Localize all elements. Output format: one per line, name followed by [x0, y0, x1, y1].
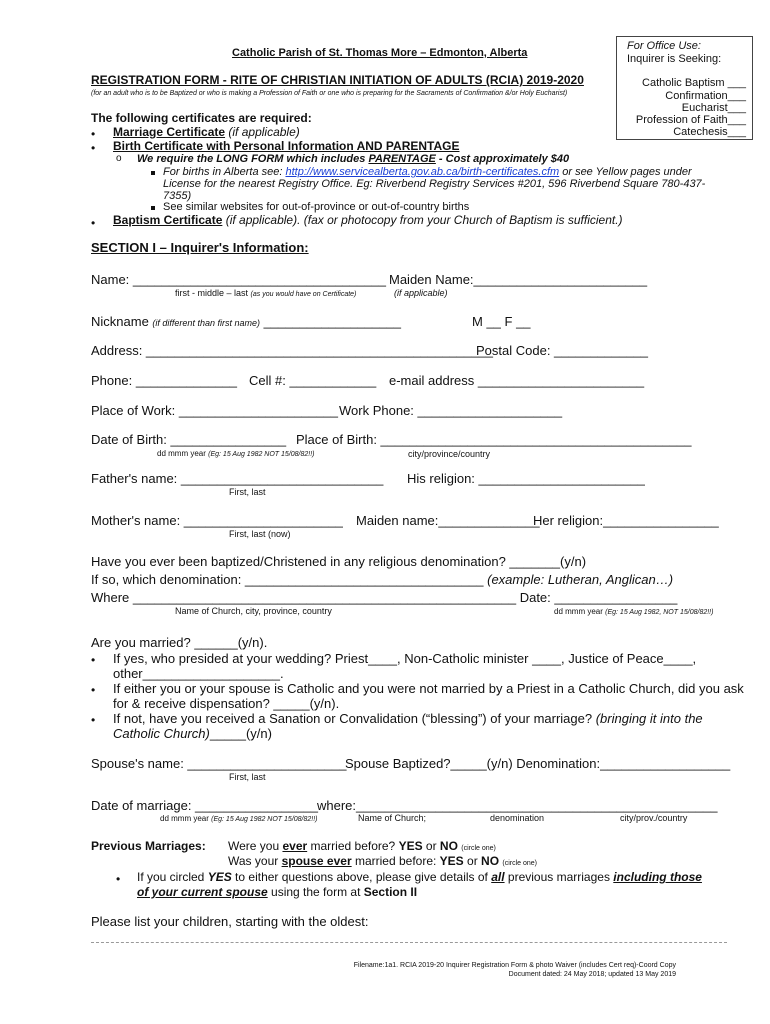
dob-hint: dd mmm year (Eg: 15 Aug 1982 NOT 15/08/82!!) — [157, 449, 315, 458]
footer-date: Document dated: 24 May 2018; updated 13 May 2019 — [508, 971, 676, 978]
place-of-work-field[interactable]: Place of Work: ______________________ — [91, 403, 338, 418]
cell-field[interactable]: Cell #: ____________ — [249, 373, 377, 388]
maiden-hint: (if applicable) — [394, 288, 448, 298]
bullet-icon: • — [91, 683, 96, 697]
long-form-note: We require the LONG FORM which includes PARENTAGE - Cost approximately $40 — [137, 153, 570, 165]
date-hint: dd mmm year (Eg: 15 Aug 1982, NOT 15/08/82!!) — [554, 607, 714, 616]
office-item-eucharist: Eucharist___ — [681, 102, 746, 114]
name-field[interactable]: Name: ___________________________________ — [91, 272, 386, 287]
city-hint: city/prov./country — [620, 813, 688, 823]
office-subtitle: Inquirer is Seeking: — [627, 53, 722, 65]
where-field[interactable]: Where _____________________________________________________ Date: _________________ — [91, 590, 678, 605]
bullet-icon: • — [116, 872, 121, 886]
ever-married-question[interactable]: Were you ever married before? YES or NO (circle one) — [228, 839, 496, 853]
births-line3: 7355) — [163, 190, 192, 202]
marriage-cert: Marriage Certificate (if applicable) — [113, 125, 300, 139]
form-title: REGISTRATION FORM - RITE OF CHRISTIAN INITIATION OF ADULTS (RCIA) 2019-2020 — [91, 73, 584, 87]
births-line2: License for the nearest Registry Office. Eg: Riverbend Registry Services #201, 596 Riverbend Square 780-437- — [163, 178, 706, 190]
work-phone-field[interactable]: Work Phone: ____________________ — [339, 403, 563, 418]
spouse-name-field[interactable]: Spouse's name: ______________________ — [91, 756, 347, 771]
name-hint: first - middle – last (as you would have on Certificate) — [175, 288, 357, 298]
maiden-name-field[interactable]: Maiden Name:________________________ — [389, 272, 648, 287]
gender-field[interactable]: M __ F __ — [472, 314, 531, 329]
circle-bullet-icon: o — [116, 153, 122, 164]
denomination-hint: denomination — [490, 813, 545, 823]
spouse-baptized-field[interactable]: Spouse Baptized?_____(y/n) Denomination:__________________ — [345, 756, 731, 771]
birth-cert: Birth Certificate with Personal Information AND PARENTAGE — [113, 139, 460, 153]
dispensation-answer[interactable]: for & receive dispensation? _____(y/n). — [113, 696, 340, 711]
bullet-icon: • — [91, 216, 96, 230]
marriage-where-field[interactable]: where:__________________________________________________ — [317, 798, 718, 813]
baptism-cert: Baptism Certificate (if applicable). (fax or photocopy from your Church of Baptism is sufficient.) — [113, 213, 623, 227]
father-hint: First, last — [229, 487, 266, 497]
previous-details-note: If you circled YES to either questions above, please give details of all previous marriages including those — [137, 870, 702, 884]
email-field[interactable]: e-mail address _______________________ — [389, 373, 645, 388]
form-subtitle: (for an adult who is to be Baptized or who is making a Profession of Faith or one who is preparing for the Sacraments of Confirmation &/or Holy Eucharist) — [91, 90, 568, 97]
father-name-field[interactable]: Father's name: ____________________________ — [91, 471, 384, 486]
square-bullet-icon — [151, 171, 155, 175]
parish-name: Catholic Parish of St. Thomas More – Edmonton, Alberta — [232, 47, 528, 59]
dispensation-question[interactable]: If either you or your spouse is Catholic and you were not married by a Priest in a Catholic Church, did you ask — [113, 681, 744, 696]
married-question[interactable]: Are you married? ______(y/n). — [91, 635, 268, 650]
certificates-heading: The following certificates are required: — [91, 111, 312, 125]
section-1-heading: SECTION I – Inquirer's Information: — [91, 240, 309, 255]
denomination-field[interactable]: If so, which denomination: _________________________________ (example: Lutheran, Anglican…) — [91, 572, 674, 587]
footer-filename: Filename:1a1. RCIA 2019-20 Inquirer Registration Form & photo Waiver (includes Cert req)-Coord Copy — [353, 962, 676, 969]
office-item-profession: Profession of Faith___ — [635, 114, 746, 126]
children-input-line[interactable] — [91, 942, 727, 943]
marriage-date-field[interactable]: Date of marriage: _________________ — [91, 798, 318, 813]
bullet-icon: • — [91, 141, 96, 155]
presided-question[interactable]: If yes, who presided at your wedding? Priest____, Non-Catholic minister ____, Justice of Peace____, — [113, 651, 697, 666]
sanation-question[interactable]: If not, have you received a Sanation or Convalidation (“blessing”) of your marriage? (bringing it into the — [113, 711, 703, 726]
nickname-field[interactable]: Nickname (if different than first name) ___________________ — [91, 314, 401, 329]
spouse-married-question[interactable]: Was your spouse ever married before: YES or NO (circle one) — [228, 854, 537, 868]
service-alberta-link[interactable]: http://www.servicealberta.gov.ab.ca/birth-certificates.cfm — [285, 166, 560, 178]
mother-name-field[interactable]: Mother's name: ______________________ — [91, 513, 343, 528]
office-item-catechesis: Catechesis___ — [673, 126, 746, 138]
his-religion-field[interactable]: His religion: _______________________ — [407, 471, 645, 486]
where-hint: Name of Church, city, province, country — [175, 606, 332, 616]
marriage-date-hint: dd mmm year (Eg: 15 Aug 1982 NOT 15/08/82!!) — [160, 814, 318, 823]
pob-field[interactable]: Place of Birth: ___________________________________________ — [296, 432, 692, 447]
presided-other[interactable]: other___________________. — [113, 666, 284, 681]
mother-hint: First, last (now) — [229, 529, 291, 539]
square-bullet-icon — [151, 206, 155, 210]
her-religion-field[interactable]: Her religion:________________ — [533, 513, 719, 528]
address-field[interactable]: Address: ________________________________________________ — [91, 343, 493, 358]
previous-details-note-2: of your current spouse using the form at Section II — [137, 885, 418, 899]
bullet-icon: • — [91, 713, 96, 727]
children-label: Please list your children, starting with the oldest: — [91, 914, 369, 929]
births-alberta: For births in Alberta see: http://www.servicealberta.gov.ab.ca/birth-certificates.cfm or see Yellow pages under — [163, 166, 692, 178]
sanation-answer[interactable]: Catholic Church)_____(y/n) — [113, 726, 272, 741]
postal-code-field[interactable]: Postal Code: _____________ — [476, 343, 649, 358]
previous-marriages-label: Previous Marriages: — [91, 839, 206, 853]
mother-maiden-field[interactable]: Maiden name:______________ — [356, 513, 540, 528]
office-item-confirmation: Confirmation___ — [665, 90, 746, 102]
phone-field[interactable]: Phone: ______________ — [91, 373, 238, 388]
bullet-icon: • — [91, 653, 96, 667]
office-title: For Office Use: — [627, 40, 701, 52]
similar-websites: See similar websites for out-of-province or out-of-country births — [163, 201, 470, 213]
church-hint: Name of Church; — [358, 813, 427, 823]
pob-hint: city/province/country — [408, 449, 491, 459]
office-item-baptism: Catholic Baptism ___ — [642, 77, 746, 89]
dob-field[interactable]: Date of Birth: ________________ — [91, 432, 287, 447]
bullet-icon: • — [91, 127, 96, 141]
baptized-question[interactable]: Have you ever been baptized/Christened in any religious denomination? _______(y/n) — [91, 554, 587, 569]
spouse-hint: First, last — [229, 772, 266, 782]
